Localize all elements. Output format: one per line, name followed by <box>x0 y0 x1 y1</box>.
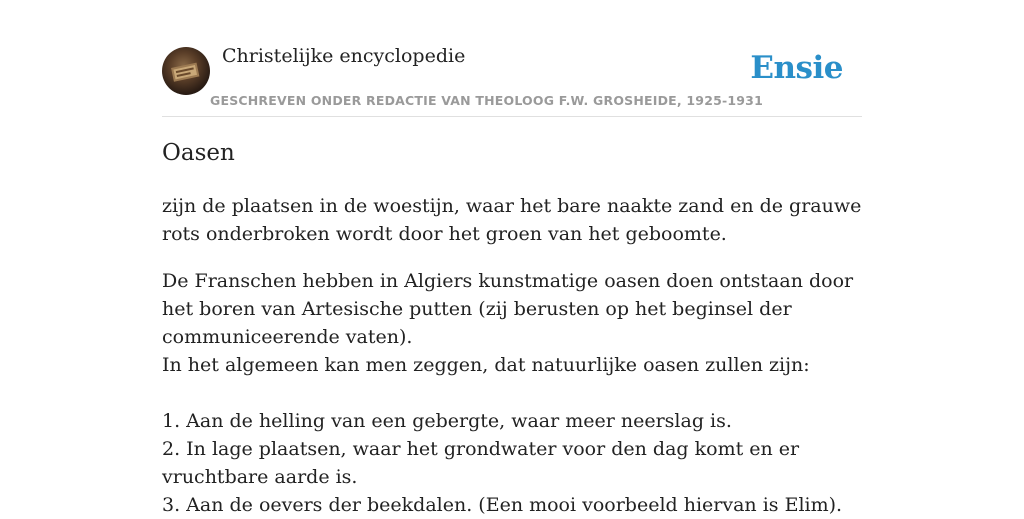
article-paragraph: In het algemeen kan men zeggen, dat natuurlijke oasen zullen zijn: <box>162 354 810 376</box>
encyclopedia-avatar[interactable] <box>162 47 210 95</box>
ensie-logo[interactable]: Ensie <box>750 50 843 86</box>
oasis-list <box>162 407 862 519</box>
page <box>162 0 862 516</box>
list-item: 1. Aan de helling van een gebergte, waar meer neerslag is. <box>162 410 732 432</box>
list-item: 2. In lage plaatsen, waar het grondwater voor den dag komt en er vruchtbare aarde is. <box>162 438 800 488</box>
site-subtitle: GESCHREVEN ONDER REDACTIE VAN THEOLOOG F.W. GROSHEIDE, 1925-1931 <box>210 93 763 108</box>
list-item: 3. Aan de oevers der beekdalen. (Een mooi voorbeeld hiervan is Elim). <box>162 494 843 516</box>
book-photo-icon <box>162 47 210 95</box>
article-title: Oasen <box>162 140 235 166</box>
site-header <box>162 0 862 117</box>
article-paragraph: zijn de plaatsen in de woestijn, waar het bare naakte zand en de grauwe rots onderbroken wordt door het groen van het geboomte. <box>162 195 862 245</box>
article-paragraph: De Franschen hebben in Algiers kunstmatige oasen doen ontstaan door het boren van Artesische putten (zij berusten op het beginsel der communiceerende vaten). <box>162 270 854 348</box>
site-title[interactable]: Christelijke encyclopedie <box>222 45 466 67</box>
